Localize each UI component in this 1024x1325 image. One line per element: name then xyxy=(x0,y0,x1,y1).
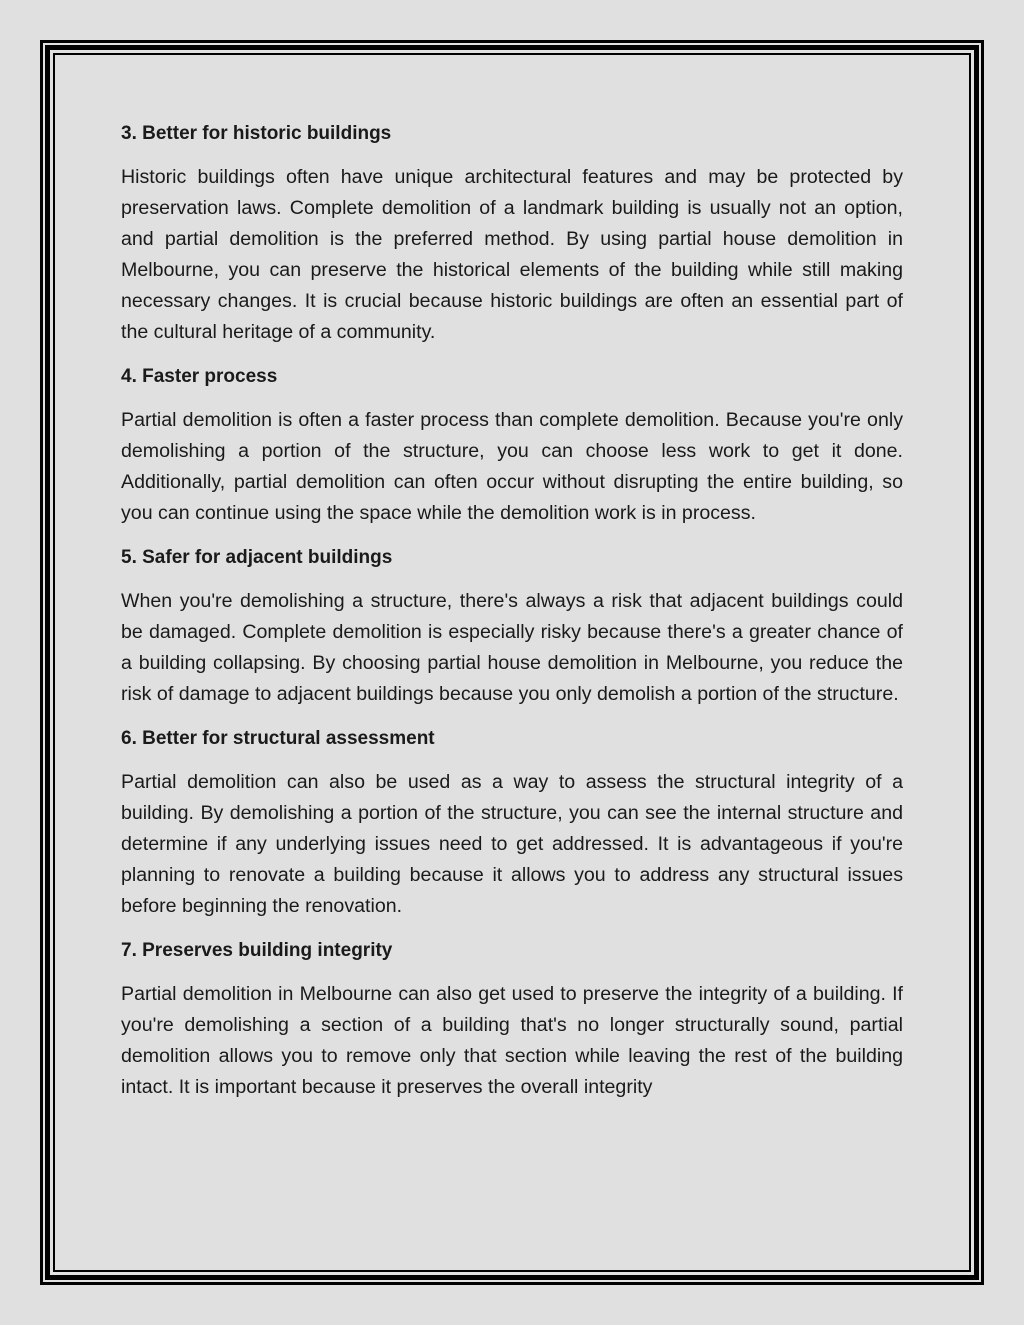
section-heading: 7. Preserves building integrity xyxy=(121,940,393,961)
section-paragraph: When you're demolishing a structure, there's always a risk that adjacent buildings could be damaged. Complete demolition is especially risky because there's a greater chance of a building collapsing. By choosing partial house demolition in Melbourne, you reduce the risk of damage to adjacent buildings because you only demolish a portion of the structure. xyxy=(121,590,903,705)
section-building-integrity xyxy=(121,935,903,1103)
section-heading: 6. Better for structural assessment xyxy=(121,728,435,749)
section-paragraph: Partial demolition can also be used as a way to assess the structural integrity of a building. By demolishing a portion of the structure, you can see the internal structure and determine if any underlying issues need to get addressed. It is advantageous if you're planning to renovate a building because it allows you to address any structural issues before beginning the renovation. xyxy=(121,771,903,917)
section-heading: 4. Faster process xyxy=(121,366,278,387)
section-paragraph: Partial demolition is often a faster process than complete demolition. Because you're only demolishing a portion of the structure, you can choose less work to get it done. Additionally, partial demolition can often occur without disrupting the entire building, so you can continue using the space while the demolition work is in process. xyxy=(121,409,903,524)
section-paragraph: Historic buildings often have unique architectural features and may be protected by preservation laws. Complete demolition of a landmark building is usually not an option, and partial demolition is the preferred method. By using partial house demolition in Melbourne, you can preserve the historical elements of the building while still making necessary changes. It is crucial because historic buildings are often an essential part of the cultural heritage of a community. xyxy=(121,166,903,343)
section-safer-adjacent xyxy=(121,542,903,710)
section-heading: 3. Better for historic buildings xyxy=(121,123,392,144)
section-structural-assessment xyxy=(121,723,903,922)
document-body xyxy=(121,118,903,1116)
section-historic-buildings xyxy=(121,118,903,348)
section-paragraph: Partial demolition in Melbourne can also get used to preserve the integrity of a building. If you're demolishing a section of a building that's no longer structurally sound, partial demolition allows you to remove only that section while leaving the rest of the building intact. It is important because it preserves the overall integrity xyxy=(121,983,903,1098)
section-heading: 5. Safer for adjacent buildings xyxy=(121,547,393,568)
section-faster-process xyxy=(121,361,903,529)
